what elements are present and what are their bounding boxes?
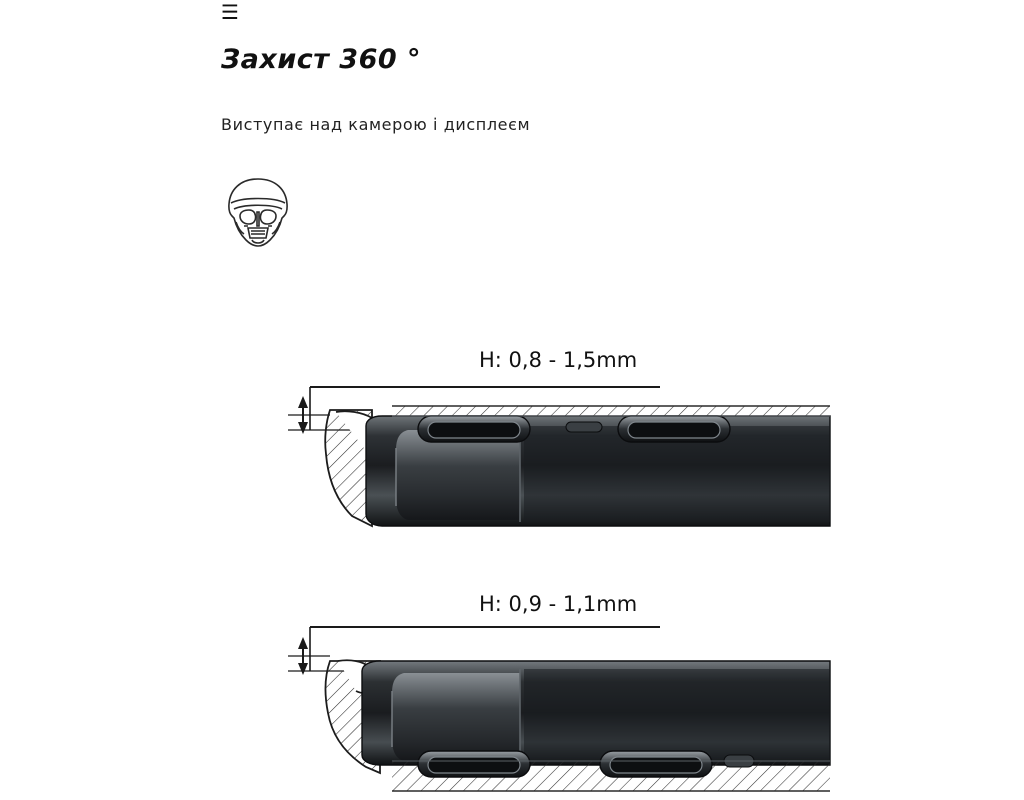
menu-icon[interactable]: ☰ bbox=[221, 0, 239, 24]
page-subtitle: Виступає над камерою і дисплеєм bbox=[221, 115, 531, 134]
dimension-label-camera: H: 0,8 - 1,5mm bbox=[479, 348, 638, 372]
dimension-label-display: H: 0,9 - 1,1mm bbox=[479, 592, 638, 616]
page-title: Захист 360 ° bbox=[221, 44, 422, 75]
diagram-display-protrusion bbox=[0, 575, 1024, 800]
diagram-camera-protrusion bbox=[0, 330, 1024, 560]
stormtrooper-helmet-icon bbox=[218, 176, 298, 252]
